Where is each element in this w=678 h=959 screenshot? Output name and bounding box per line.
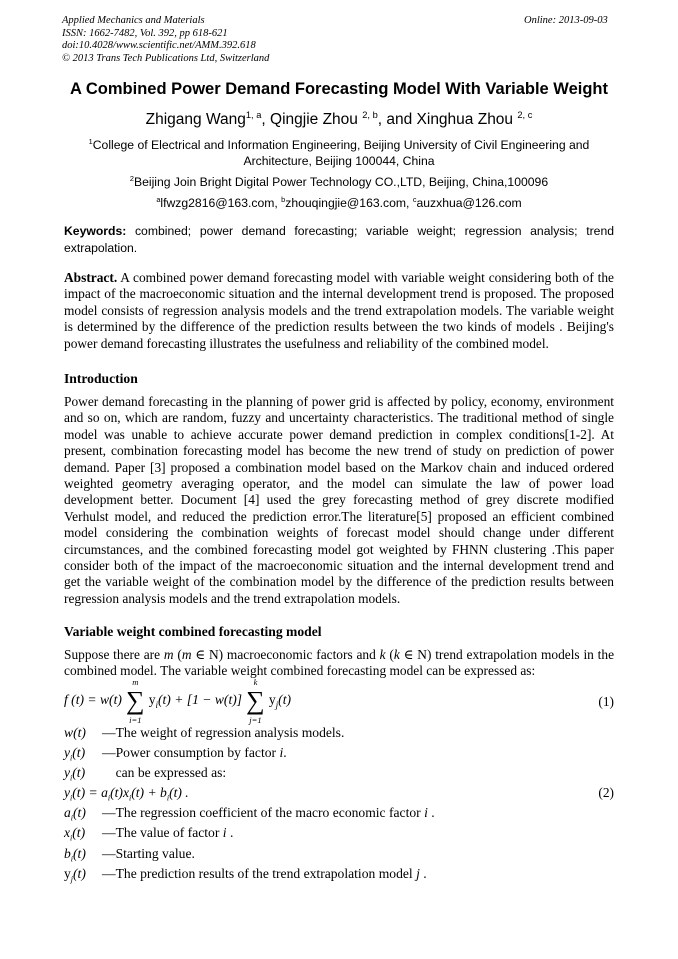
- author-affil-marker: 1, a: [245, 109, 262, 120]
- equation-text: f (t) = w(t): [64, 692, 122, 708]
- definition-item: [64, 745, 614, 763]
- email-marker: a: [156, 194, 161, 204]
- keywords-text: combined; power demand forecasting; variable weight; regression analysis; trend extrapolation.: [64, 224, 614, 255]
- definition-item: [64, 765, 614, 783]
- copyright-line: © 2013 Trans Tech Publications Ltd, Switzerland: [62, 52, 270, 64]
- symbol-base: w: [64, 725, 74, 740]
- equation-subscript: i: [107, 793, 111, 803]
- symbol-base: b: [64, 846, 71, 861]
- equation-text: (t) + b: [131, 785, 167, 800]
- author-separator: ,: [261, 111, 271, 128]
- definition-end: .: [226, 825, 234, 840]
- equation-number-2: (2): [598, 785, 614, 800]
- equation-subscript: i: [155, 699, 158, 710]
- symbol-subscript: i: [70, 753, 73, 763]
- symbol-subscript: i: [70, 773, 73, 783]
- author-affil-marker: 2, b: [362, 109, 378, 120]
- online-date: Online: 2013-09-03: [524, 15, 608, 26]
- keywords: [64, 223, 614, 256]
- symbol-arg: (t): [73, 805, 86, 820]
- equation-subscript: i: [166, 793, 170, 803]
- definition-symbol: [64, 805, 102, 823]
- definition-symbol: [64, 725, 102, 741]
- introduction-text: Power demand forecasting in the planning of power grid is affected by policy, economy, environment and so on, which are random, fuzzy and uncertainty characteristics. The traditional method of single model was unable to achieve accurate power demand prediction in complex conditions[1-2]. At present, combination forecasting model has become the new trend of study on prediction of power demand. Paper [3] proposed a combination model based on the Markov chain and induced ordered weighted geometry averaging operator, and the model can simulate the law of power load development better. Document [4] used the grey forecasting method of grey discrete modified Verhulst model, and reduced the prediction error.The literature[5] proposed an efficient combined model considering the combination weights of forecast model should change under different circumstances, and the combined forecasting model got weighted by FHNN clustering .This paper consider both of the impact of the macroeconomic situation and the internal development trend and get the variable weight of the combination model by the difference of the prediction results between regression analysis models and the trend extrapolation models.: [64, 394, 614, 606]
- equation-text: y: [148, 692, 156, 708]
- symbol-arg: (t): [72, 825, 86, 840]
- definition-symbol-inline: i: [279, 745, 284, 760]
- equation-text: y: [64, 785, 71, 800]
- author-line: [0, 111, 678, 129]
- symbol-subscript: i: [70, 854, 74, 864]
- symbol-base: y: [64, 765, 71, 780]
- definition-item: [64, 825, 614, 843]
- text-run: ∈ N) trend extrapolation models in the combined model. The variable weight combined forecasting model can be expressed as:: [64, 647, 615, 679]
- symbol-arg: (t): [73, 725, 86, 740]
- math-symbol: k: [379, 647, 386, 662]
- equation-text: (t) .: [169, 785, 189, 800]
- definition-text: —The value of factor: [102, 825, 223, 840]
- equation-text: (t): [278, 692, 292, 708]
- math-symbol: m: [181, 647, 192, 662]
- equation-text: y: [268, 692, 276, 708]
- definition-symbol: [64, 745, 102, 763]
- affiliation-2: [64, 175, 614, 191]
- author-name: Qingjie Zhou: [270, 111, 363, 128]
- symbol-base: y: [64, 866, 71, 881]
- equation-1: [64, 677, 614, 725]
- affiliation-marker: 2: [129, 173, 134, 183]
- text-run: Suppose there are: [64, 647, 164, 662]
- definition-symbol-inline: j: [416, 866, 420, 881]
- definition-symbol: [64, 866, 102, 884]
- email-address: lfwzg2816@163.com,: [160, 196, 282, 210]
- section-heading-introduction: Introduction: [64, 371, 138, 386]
- author-name: Xinghua Zhou: [416, 111, 518, 128]
- doi-line: doi:10.4028/www.scientific.net/AMM.392.618: [62, 40, 256, 51]
- definition-text: —The regression coefficient of the macro economic factor: [102, 805, 425, 820]
- abstract-text: A combined power demand forecasting model with variable weight considering both of the impact of the macroeconomic situation and the internal development trend is proposed. The proposed model consists of regression analysis models and the trend extrapolation models. The variable weight is determined by the difference of the prediction results between the two kinds of models . Beijing's power demand forecasting illustrates the usefulness and reliability of the combined model.: [64, 270, 614, 351]
- equation-2: [64, 785, 614, 803]
- definition-symbol-inline: i: [222, 825, 227, 840]
- definition-item: [64, 866, 614, 884]
- author-name: Zhigang Wang: [145, 111, 246, 128]
- definition-symbol: [64, 846, 102, 864]
- model-intro-text: [64, 647, 614, 680]
- affiliation-text: College of Electrical and Information Engineering, Beijing University of Civil Engineering and Architecture, Beijing 100044, China: [92, 138, 590, 168]
- keywords-label: Keywords:: [64, 224, 127, 238]
- email-address: auzxhua@126.com: [416, 196, 522, 210]
- definition-text: can be expressed as:: [102, 765, 227, 780]
- sum-lower-limit: j=1: [249, 715, 262, 725]
- math-symbol: m: [163, 647, 174, 662]
- email-marker: b: [281, 194, 286, 204]
- equation-subscript: i: [70, 793, 73, 803]
- definition-symbol: [64, 765, 102, 783]
- symbol-arg: (t): [73, 866, 86, 881]
- affiliation-marker: 1: [88, 136, 93, 146]
- definition-text: —The weight of regression analysis models.: [102, 725, 345, 740]
- email-address: zhouqingjie@163.com,: [285, 196, 413, 210]
- email-line: [64, 196, 614, 212]
- sum-upper-limit: k: [253, 677, 258, 687]
- symbol-arg: (t): [72, 765, 86, 780]
- text-run: (: [385, 647, 394, 662]
- symbol-base: x: [64, 825, 71, 840]
- author-affil-marker: 2, c: [517, 109, 533, 120]
- math-symbol: k: [393, 647, 400, 662]
- symbol-base: y: [64, 745, 71, 760]
- summation-limits: [125, 677, 145, 725]
- affiliation-text: Beijing Join Bright Digital Power Technology CO.,LTD, Beijing, China,100096: [133, 175, 549, 189]
- abstract: [64, 270, 614, 352]
- summation-limits: [245, 677, 265, 725]
- author-separator: , and: [377, 111, 417, 128]
- definition-text: —Starting value.: [102, 846, 195, 861]
- definition-end: .: [419, 866, 427, 881]
- equation-text: (t) = a: [72, 785, 108, 800]
- journal-header: [62, 15, 269, 65]
- text-run: ∈ N) macroeconomic factors and: [191, 647, 380, 662]
- definition-symbol: [64, 825, 102, 843]
- equation-text: (t)x: [110, 785, 129, 800]
- definition-text: —Power consumption by factor: [102, 745, 280, 760]
- email-marker: c: [412, 194, 417, 204]
- symbol-arg: (t): [73, 846, 86, 861]
- equation-subscript: j: [275, 699, 279, 710]
- symbol-subscript: i: [70, 833, 73, 843]
- equation-subscript: i: [129, 793, 132, 803]
- definition-end: .: [427, 805, 435, 820]
- sum-lower-limit: i=1: [129, 715, 142, 725]
- equation-number-1: (1): [598, 694, 614, 709]
- equation-text: (t) + [1 − w(t)]: [158, 692, 243, 708]
- definition-text: —The prediction results of the trend extrapolation model: [102, 866, 417, 881]
- symbol-arg: (t): [72, 745, 86, 760]
- symbol-subscript: i: [70, 813, 74, 823]
- definition-item: [64, 805, 614, 823]
- definition-item: [64, 725, 614, 741]
- paper-title: A Combined Power Demand Forecasting Model With Variable Weight: [69, 80, 608, 98]
- summation-symbol: ∑: [246, 686, 265, 715]
- journal-name: Applied Mechanics and Materials: [62, 15, 205, 26]
- sum-upper-limit: m: [132, 677, 139, 687]
- definition-end: .: [283, 745, 287, 760]
- symbol-base: a: [64, 805, 71, 820]
- symbol-subscript: j: [70, 874, 74, 884]
- text-run: (: [173, 647, 182, 662]
- affiliation-1: [64, 138, 614, 169]
- issn-line: ISSN: 1662-7482, Vol. 392, pp 618-621: [62, 27, 228, 39]
- abstract-label: Abstract.: [64, 270, 118, 285]
- summation-symbol: ∑: [126, 686, 145, 715]
- definition-symbol-inline: i: [424, 805, 428, 820]
- definition-item: [64, 846, 614, 864]
- section-heading-model: Variable weight combined forecasting model: [64, 624, 322, 639]
